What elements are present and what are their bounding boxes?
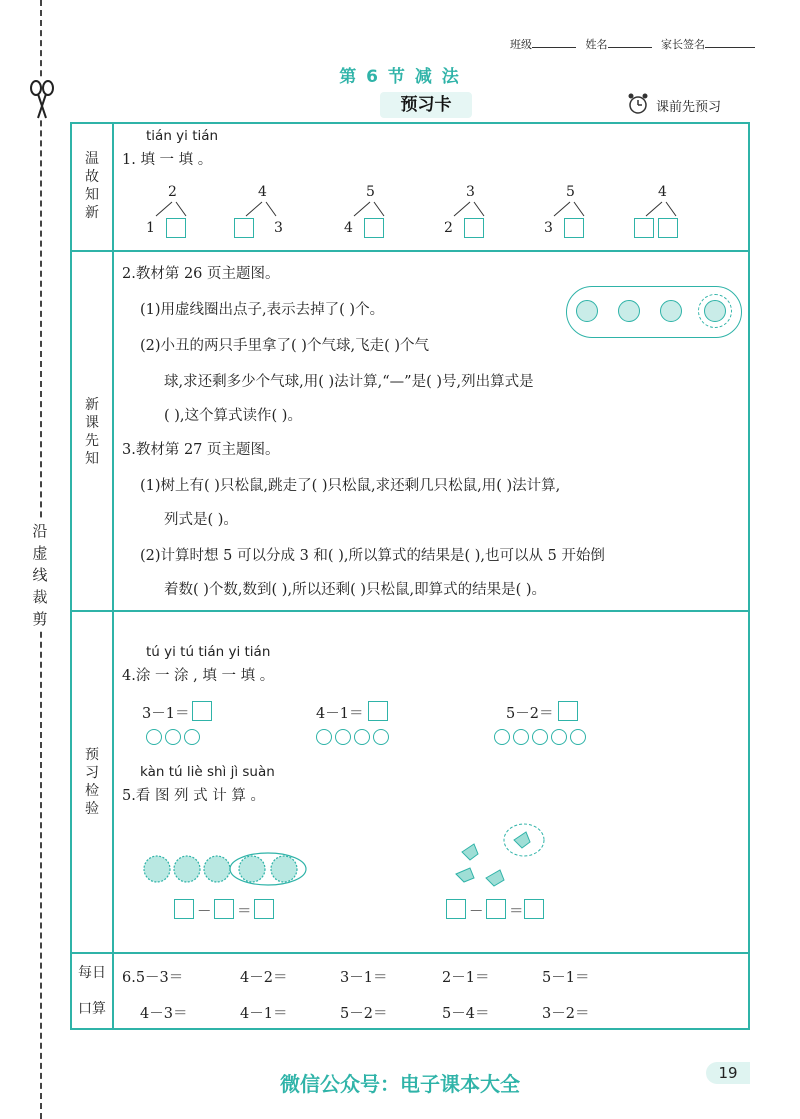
answer-box[interactable]: [464, 218, 484, 238]
answer-box[interactable]: [192, 701, 212, 721]
section-review-label: 温故知新: [85, 151, 99, 221]
dot: [704, 300, 726, 322]
preview-tag: 课前先预习: [656, 100, 722, 115]
bond-branches: [146, 200, 206, 220]
number-bond: [444, 184, 504, 244]
answer-box[interactable]: [634, 218, 654, 238]
daily-item: 5－1＝: [542, 970, 590, 986]
bond-branches: [344, 200, 404, 220]
divider-3: [70, 952, 750, 954]
worksheet-frame: [70, 122, 750, 1030]
dot: [618, 300, 640, 322]
q4-title: 4.涂 一 涂 , 填 一 填 。: [122, 668, 275, 684]
number-bond: [146, 184, 206, 244]
bond-total: 4: [258, 184, 267, 200]
page-number: 19: [706, 1062, 750, 1084]
q4-equation-3: 5－2＝: [506, 706, 554, 722]
answer-box[interactable]: [254, 899, 274, 919]
dot: [660, 300, 682, 322]
color-circle[interactable]: [373, 729, 389, 745]
section-daily-label-1: 每日: [78, 965, 106, 981]
header-fields: [510, 36, 761, 52]
color-circle[interactable]: [532, 729, 548, 745]
daily-item: 5－2＝: [340, 1006, 388, 1022]
q2-title: 2.教材第 26 页主题图。: [122, 266, 280, 282]
q2-part2a: (2)小丑的两只手里拿了( )个气球,飞走( )个气: [140, 338, 429, 354]
bond-total: 3: [466, 184, 475, 200]
answer-box[interactable]: [368, 701, 388, 721]
daily-item: 4－1＝: [240, 1006, 288, 1022]
answer-box[interactable]: [524, 899, 544, 919]
q2-part2c: ( ),这个算式读作( )。: [164, 408, 302, 424]
divider-1: [70, 250, 750, 252]
daily-item: 6.5－3＝: [122, 970, 184, 986]
q3-part2a: (2)计算时想 5 可以分成 3 和( ),所以算式的结果是( ),也可以从 5 开始倒: [140, 548, 605, 564]
minus-sign: －: [469, 904, 484, 920]
color-circle[interactable]: [513, 729, 529, 745]
color-circle[interactable]: [146, 729, 162, 745]
answer-box[interactable]: [564, 218, 584, 238]
bond-branches: [444, 200, 504, 220]
answer-box[interactable]: [486, 899, 506, 919]
bond-branches: [544, 200, 604, 220]
answer-box[interactable]: [558, 701, 578, 721]
answer-box[interactable]: [166, 218, 186, 238]
daily-item: 4－2＝: [240, 970, 288, 986]
number-bond: [636, 184, 696, 244]
bond-total: 2: [168, 184, 177, 200]
answer-box[interactable]: [234, 218, 254, 238]
color-circle[interactable]: [494, 729, 510, 745]
cut-line-text: 沿虚线裁剪: [28, 520, 52, 630]
q4-equation-2: 4－1＝: [316, 706, 364, 722]
color-circle[interactable]: [335, 729, 351, 745]
section-sidebar: [70, 122, 114, 1030]
daily-item: 3－1＝: [340, 970, 388, 986]
bond-total: 5: [566, 184, 575, 200]
q5-title: 5.看 图 列 式 计 算 。: [122, 788, 265, 804]
number-bond: [236, 184, 296, 244]
bond-branches: [636, 200, 696, 220]
footer-watermark: 微信公众号：电子课本大全: [280, 1072, 520, 1096]
section-title: 第 6 节 减 法: [339, 67, 461, 87]
answer-box[interactable]: [174, 899, 194, 919]
q3-title: 3.教材第 27 页主题图。: [122, 442, 280, 458]
card-title: 预习卡: [380, 92, 472, 118]
color-circle[interactable]: [165, 729, 181, 745]
class-blank[interactable]: [532, 47, 576, 48]
daily-item: 2－1＝: [442, 970, 490, 986]
q2-part1: (1)用虚线圈出点子,表示去掉了( )个。: [140, 302, 385, 318]
parent-sign-label: 家长签名: [661, 38, 705, 51]
bond-part: 2: [444, 220, 453, 236]
answer-box[interactable]: [364, 218, 384, 238]
birds-picture: [452, 820, 548, 894]
q3-part1a: (1)树上有( )只松鼠,跳走了( )只松鼠,求还剩几只松鼠,用( )法计算,: [140, 478, 561, 494]
color-circle[interactable]: [184, 729, 200, 745]
answer-box[interactable]: [214, 899, 234, 919]
bond-part: 3: [544, 220, 553, 236]
answer-box[interactable]: [658, 218, 678, 238]
name-label: 姓名: [585, 38, 608, 51]
minus-sign: －: [197, 904, 212, 920]
daily-item: 5－4＝: [442, 1006, 490, 1022]
q2-part2b: 球,求还剩多少个气球,用( )法计算,“—”是( )号,列出算式是: [164, 374, 534, 390]
color-circle[interactable]: [354, 729, 370, 745]
bond-part: 1: [146, 220, 155, 236]
q3-part2b: 着数( )个数,数到( ),所以还剩( )只松鼠,即算式的结果是( )。: [164, 582, 547, 598]
color-circle[interactable]: [570, 729, 586, 745]
color-circle[interactable]: [551, 729, 567, 745]
parent-sign-blank[interactable]: [705, 47, 755, 48]
number-bond: [544, 184, 604, 244]
q1-title: 1. 填 一 填 。: [122, 152, 213, 168]
dot: [576, 300, 598, 322]
bond-total: 5: [366, 184, 375, 200]
q4-equation-1: 3－1＝: [142, 706, 190, 722]
equals-sign: ＝: [509, 904, 524, 920]
number-bond: [344, 184, 404, 244]
color-circle[interactable]: [316, 729, 332, 745]
children-picture: [142, 852, 312, 886]
q5-pinyin: kàn tú liè shì jì suàn: [140, 764, 275, 780]
q3-part1b: 列式是( )。: [164, 512, 238, 528]
section-check-label: 预习检验: [85, 747, 99, 817]
bond-total: 4: [658, 184, 667, 200]
q4-pinyin: tú yi tú tián yi tián: [146, 644, 271, 660]
bond-part: 3: [274, 220, 283, 236]
q1-pinyin: tián yi tián: [146, 128, 219, 144]
bond-branches: [236, 200, 296, 220]
equals-sign: ＝: [237, 904, 252, 920]
name-blank[interactable]: [608, 47, 652, 48]
class-label: 班级: [510, 38, 532, 51]
bond-part: 4: [344, 220, 353, 236]
daily-item: 4－3＝: [140, 1006, 188, 1022]
section-daily-label-2: 口算: [78, 1001, 106, 1017]
section-new-label: 新课先知: [85, 397, 99, 467]
alarm-clock-icon: [626, 92, 650, 116]
divider-2: [70, 610, 750, 612]
daily-item: 3－2＝: [542, 1006, 590, 1022]
answer-box[interactable]: [446, 899, 466, 919]
